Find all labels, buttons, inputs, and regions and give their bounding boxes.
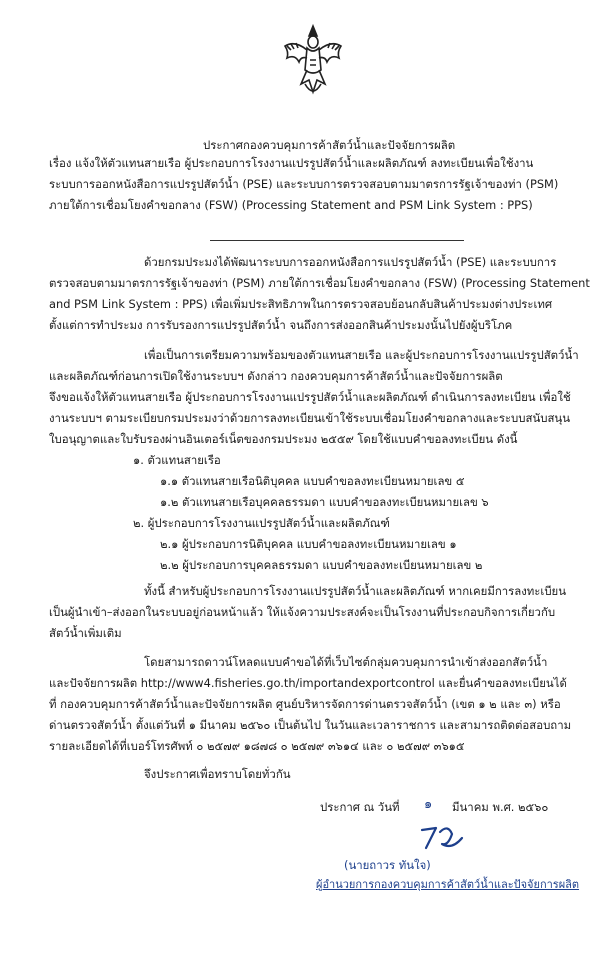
- list-item-2: ๒. ผู้ประกอบการโรงงานแปรรูปสัตว์น้ำและผลิตภัณฑ์: [133, 516, 390, 530]
- list-item-2-2: ๒.๒ ผู้ประกอบการบุคคลธรรมดา แบบคำขอลงทะเบียนหมายเลข ๒: [160, 558, 483, 572]
- paragraph-1-line-3: and PSM Link System : PPS) เพื่อเพิ่มประสิทธิภาพในการตรวจสอบย้อนกลับสินค้าประมงต่างประเทศ: [49, 297, 553, 311]
- paragraph-4-line-4: ด่านตรวจสัตว์น้ำ ตั้งแต่วันที่ ๑ มีนาคม ๒๕๖๐ เป็นต้นไป ในวันและเวลาราชการ และสามารถติดต่อสอบถาม: [49, 718, 572, 732]
- list-item-1: ๑. ตัวแทนสายเรือ: [133, 453, 221, 467]
- paragraph-3-line-1: ทั้งนี้ สำหรับผู้ประกอบการโรงงานแปรรูปสัตว์น้ำและผลิตภัณฑ์ หากเคยมีการลงทะเบียน: [144, 584, 567, 598]
- paragraph-2-line-4: งานระบบฯ ตามระเบียบกรมประมงว่าด้วยการลงทะเบียนเข้าใช้ระบบเชื่อมโยงคำขอกลางและระบบสนับสนุน: [49, 411, 571, 425]
- paragraph-1-line-2: ตรวจสอบตามมาตรการรัฐเจ้าของท่า (PSM) ภายใต้การเชื่อมโยงคำขอกลาง (FSW) (Processing Statement: [49, 276, 590, 290]
- paragraph-2-line-2: และผลิตภัณฑ์ก่อนการเปิดใช้งานระบบฯ ดังกล่าว กองควบคุมการค้าสัตว์น้ำและปัจจัยการผลิต: [49, 369, 503, 383]
- subject-line-3: ภายใต้การเชื่อมโยงคำขอกลาง (FSW) (Processing Statement and PSM Link System : PPS): [49, 198, 533, 212]
- subject-line-2: ระบบการออกหนังสือการแปรรูปสัตว์น้ำ (PSE) และระบบการตรวจสอบตามมาตรการรัฐเจ้าของท่า (PSM): [49, 177, 559, 191]
- list-item-2-1: ๒.๑ ผู้ประกอบการนิติบุคคล แบบคำขอลงทะเบียนหมายเลข ๑: [160, 537, 457, 551]
- paragraph-3-line-2: เป็นผู้นำเข้า–ส่งออกในระบบอยู่ก่อนหน้าแล้ว ให้แจ้งความประสงค์จะเป็นโรงงานที่ประกอบกิจการเกี่ยวกับ: [49, 605, 556, 619]
- handwritten-signature-icon: [418, 820, 468, 856]
- paragraph-2-line-3: จึงขอแจ้งให้ตัวแทนสายเรือ ผู้ประกอบการโรงงานแปรรูปสัตว์น้ำและผลิตภัณฑ์ ดำเนินการลงทะเบียน เพื่อใช้: [49, 390, 571, 404]
- date-prefix: ประกาศ ณ วันที่: [320, 800, 400, 814]
- paragraph-4-line-2: และปัจจัยการผลิต http://www4.fisheries.go.th/importandexportcontrol และยื่นคำขอลงทะเบียนได้: [49, 676, 567, 690]
- date-day: ๑: [424, 797, 433, 812]
- list-item-1-2: ๑.๒ ตัวแทนสายเรือบุคคลธรรมดา แบบคำขอลงทะเบียนหมายเลข ๖: [160, 495, 489, 509]
- paragraph-1-line-4: ตั้งแต่การทำประมง การรับรองการแปรรูปสัตว์น้ำ จนถึงการส่งออกสินค้าประมงนั้นไปยังผู้บริโภค: [49, 318, 513, 332]
- paragraph-4-line-5: รายละเอียดได้ที่เบอร์โทรศัพท์ ๐ ๒๕๗๙ ๑๘๗๘ ๐ ๒๕๗๙ ๓๖๑๔ และ ๐ ๒๕๗๙ ๓๖๑๕: [49, 739, 465, 753]
- garuda-emblem-icon: [281, 22, 345, 102]
- title-divider: [210, 240, 464, 241]
- signer-title: ผู้อำนวยการกองควบคุมการค้าสัตว์น้ำและปัจจัยการผลิต: [316, 878, 580, 891]
- announcement-title: ประกาศกองควบคุมการค้าสัตว์น้ำและปัจจัยการผลิต: [203, 138, 456, 152]
- date-month-year: มีนาคม พ.ศ. ๒๕๖๐: [452, 800, 549, 814]
- paragraph-4-line-1: โดยสามารถดาวน์โหลดแบบคำขอได้ที่เว็บไซต์กลุ่มควบคุมการนำเข้าส่งออกสัตว์น้ำ: [144, 655, 548, 669]
- signer-name: (นายถาวร ทันใจ): [344, 858, 431, 872]
- subject-line-1: เรื่อง แจ้งให้ตัวแทนสายเรือ ผู้ประกอบการโรงงานแปรรูปสัตว์น้ำและผลิตภัณฑ์ ลงทะเบียนเพื่อใช้งาน: [49, 156, 534, 170]
- list-item-1-1: ๑.๑ ตัวแทนสายเรือนิติบุคคล แบบคำขอลงทะเบียนหมายเลข ๕: [160, 474, 465, 488]
- closing-line: จึงประกาศเพื่อทราบโดยทั่วกัน: [144, 767, 291, 781]
- paragraph-4-line-3: ที่ กองควบคุมการค้าสัตว์น้ำและปัจจัยการผลิต ศูนย์บริหารจัดการด่านตรวจสัตว์น้ำ (เขต ๑ ๒ และ ๓) หรือ: [49, 697, 561, 711]
- paragraph-3-line-3: สัตว์น้ำเพิ่มเติม: [49, 626, 122, 640]
- paragraph-2-line-1: เพื่อเป็นการเตรียมความพร้อมของตัวแทนสายเรือ และผู้ประกอบการโรงงานแปรรูปสัตว์น้ำ: [144, 348, 579, 362]
- paragraph-2-line-5: ใบอนุญาตและใบรับรองผ่านอินเตอร์เน็ตของกรมประมง ๒๕๕๙ โดยใช้แบบคำขอลงทะเบียน ดังนี้: [49, 432, 518, 446]
- paragraph-1-line-1: ด้วยกรมประมงได้พัฒนาระบบการออกหนังสือการแปรรูปสัตว์น้ำ (PSE) และระบบการ: [144, 255, 557, 269]
